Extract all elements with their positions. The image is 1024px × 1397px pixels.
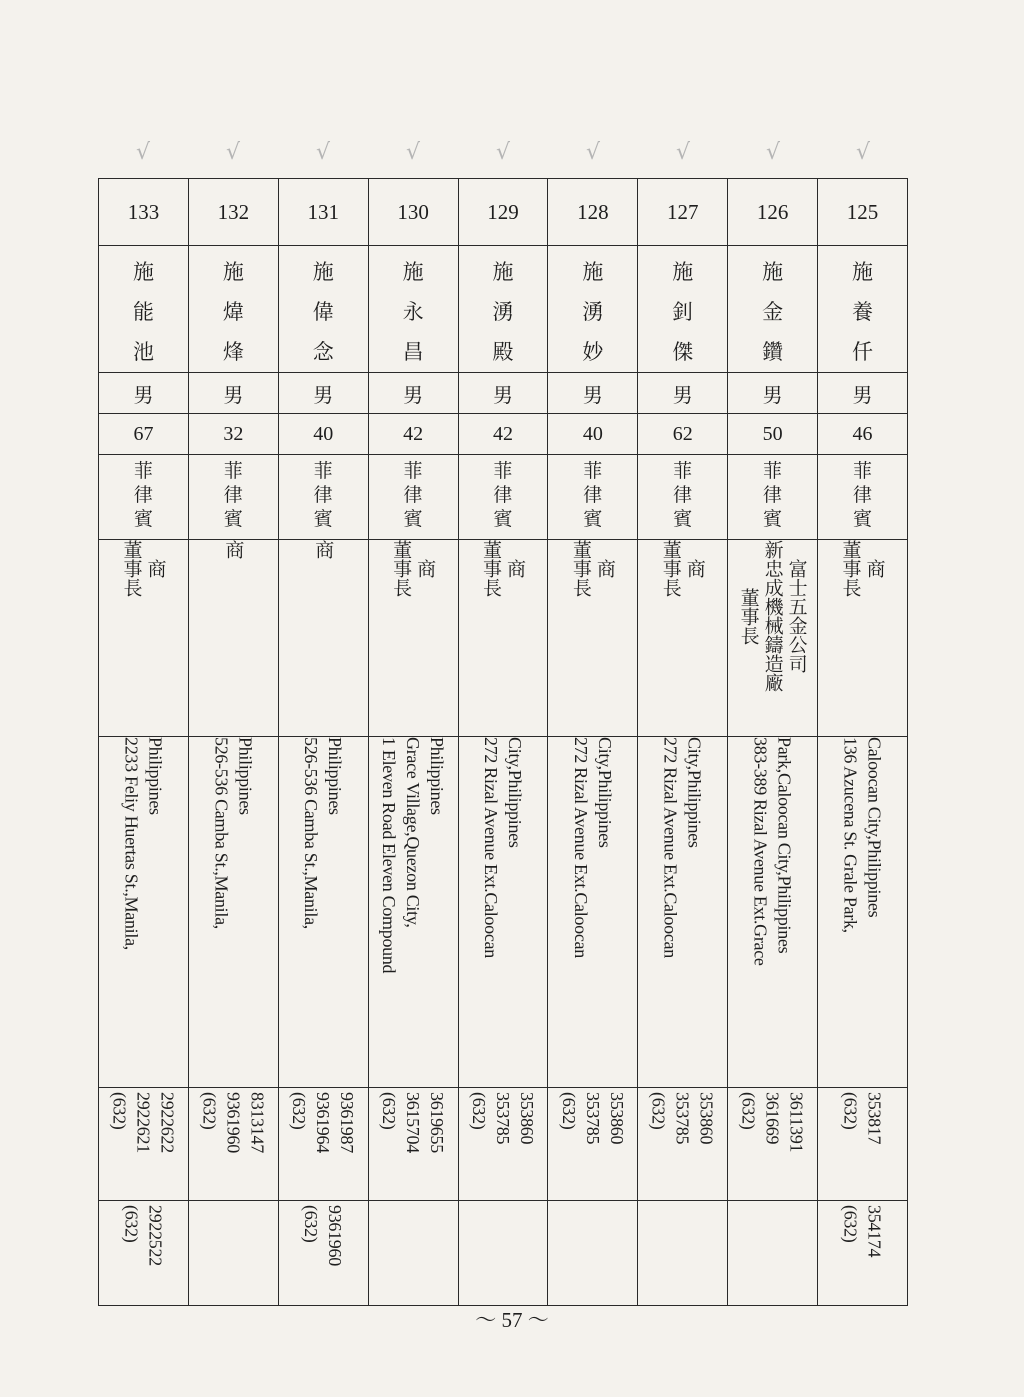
telephone-line: 353860: [516, 1092, 537, 1145]
occupation-lines: [279, 540, 368, 559]
telephone-line: (632): [648, 1092, 669, 1130]
telephone-line: (632): [738, 1092, 759, 1130]
nationality-stack: [818, 455, 907, 531]
telephone-line: 353817: [864, 1092, 885, 1145]
age-cell: [368, 414, 458, 455]
nationality-char: 律: [493, 484, 513, 506]
nationality-stack: [189, 455, 278, 531]
name-cell: [458, 246, 548, 373]
age-value: 40: [313, 422, 334, 445]
sex-value: 男: [313, 382, 334, 407]
name-char: 昌: [402, 340, 424, 364]
occupation-cell: [548, 540, 638, 737]
telephone-lines: [99, 1088, 188, 1153]
fax-line: (632): [121, 1205, 142, 1243]
nationality-stack: [99, 455, 188, 531]
fax-cell: [638, 1201, 728, 1306]
sex-cell: [278, 373, 368, 414]
name-char: 施: [762, 260, 784, 284]
fax-cell: [818, 1201, 908, 1306]
address-line: Philippines: [235, 737, 256, 815]
name-char: 烽: [222, 340, 244, 364]
address-line: 136 Azucena St. Grale Park,: [840, 737, 861, 933]
nationality-char: 菲: [223, 460, 243, 482]
occupation-line: 商: [414, 559, 437, 578]
row-id: [99, 179, 908, 246]
telephone-line: 361669: [762, 1092, 783, 1145]
telephone-lines: [638, 1088, 727, 1144]
name-cell: [368, 246, 458, 373]
age-cell: [728, 414, 818, 455]
sex-cell: [99, 373, 189, 414]
name-cell: [188, 246, 278, 373]
record-id: 128: [577, 199, 609, 224]
telephone-line: 353785: [582, 1092, 603, 1145]
sex-value: 男: [133, 382, 154, 407]
age-cell: [99, 414, 189, 455]
fax-cell: [548, 1201, 638, 1306]
age-cell: [548, 414, 638, 455]
telephone-line: 9361960: [223, 1092, 244, 1153]
address-line: 2233 Feliy Huertas St.,Manila,: [121, 737, 142, 950]
name-stack: [189, 246, 278, 372]
nationality-cell: [458, 455, 548, 540]
nationality-char: 菲: [583, 460, 603, 482]
occupation-line: 董事長: [737, 587, 760, 645]
name-char: 施: [672, 260, 694, 284]
fax-line: 2922522: [145, 1205, 166, 1266]
age-value: 42: [403, 422, 424, 445]
sex-value: 男: [223, 382, 244, 407]
telephone-lines: [369, 1088, 458, 1153]
sex-value: 男: [852, 382, 873, 407]
occupation-cell: [458, 540, 548, 737]
name-stack: [99, 246, 188, 372]
address-lines: [818, 737, 907, 933]
name-char: 湧: [582, 300, 604, 324]
address-line: Park,Caloocan City,Philippines: [774, 737, 795, 954]
name-stack: [369, 246, 458, 372]
age-cell: [188, 414, 278, 455]
record-id: 125: [846, 199, 879, 224]
age-cell: [818, 414, 908, 455]
record-id: 130: [397, 199, 429, 224]
address-cell: [278, 737, 368, 1088]
fax-lines: [189, 1201, 278, 1205]
age-cell: [638, 414, 728, 455]
occupation-line: 商: [144, 559, 167, 578]
sex-cell: [818, 373, 908, 414]
fax-lines: [459, 1201, 548, 1205]
nationality-cell: [548, 455, 638, 540]
nationality-char: 律: [852, 484, 872, 506]
sex-value: 男: [492, 382, 513, 407]
occupation-cell: [188, 540, 278, 737]
nationality-char: 賓: [313, 508, 333, 530]
telephone-line: (632): [558, 1092, 579, 1130]
nationality-char: 菲: [673, 460, 693, 482]
sex-value: 男: [672, 382, 693, 407]
address-cell: [818, 737, 908, 1088]
nationality-char: 律: [583, 484, 603, 506]
occupation-lines: [369, 540, 458, 597]
occupation-lines: [459, 540, 548, 597]
row-sex: [99, 373, 908, 414]
nationality-cell: [188, 455, 278, 540]
telephone-line: 9361987: [337, 1092, 358, 1153]
address-cell: [728, 737, 818, 1088]
nationality-char: 菲: [493, 460, 513, 482]
name-stack: [728, 246, 817, 372]
page-number: ～ 57 ～: [475, 1308, 549, 1332]
name-char: 能: [132, 300, 154, 324]
name-cell: [728, 246, 818, 373]
nationality-char: 賓: [493, 508, 513, 530]
nationality-cell: [99, 455, 189, 540]
nationality-cell: [638, 455, 728, 540]
name-stack: [638, 246, 727, 372]
address-line: City,Philippines: [504, 737, 525, 848]
telephone-line: 353785: [492, 1092, 513, 1145]
telephone-cell: [368, 1088, 458, 1201]
address-lines: [548, 737, 637, 958]
name-char: 偉: [312, 300, 334, 324]
nationality-stack: [638, 455, 727, 531]
name-stack: [818, 246, 907, 372]
record-id: 126: [756, 199, 789, 224]
record-id: 131: [307, 199, 339, 224]
telephone-line: 353860: [696, 1092, 717, 1145]
nationality-char: 賓: [763, 508, 783, 530]
occupation-lines: [189, 540, 278, 559]
row-nationality: [99, 455, 908, 540]
occupation-lines: [99, 540, 188, 597]
telephone-lines: [818, 1088, 907, 1144]
nationality-char: 賓: [852, 508, 872, 530]
record-id: 127: [666, 199, 699, 224]
telephone-line: 2922621: [133, 1092, 154, 1153]
row-name: [99, 246, 908, 373]
telephone-line: 2922622: [157, 1092, 178, 1153]
fax-cell: [188, 1201, 278, 1306]
telephone-line: 3619655: [427, 1092, 448, 1153]
nationality-char: 菲: [403, 460, 423, 482]
age-value: 46: [852, 422, 873, 445]
nationality-char: 賓: [223, 508, 243, 530]
telephone-cell: [278, 1088, 368, 1201]
record-id-cell: [368, 179, 458, 246]
sex-cell: [188, 373, 278, 414]
name-stack: [459, 246, 548, 372]
telephone-lines: [728, 1088, 817, 1152]
nationality-char: 律: [763, 484, 783, 506]
address-cell: [638, 737, 728, 1088]
name-stack: [279, 246, 368, 372]
occupation-cell: [728, 540, 818, 737]
record-id-cell: [548, 179, 638, 246]
record-id: 132: [217, 199, 250, 224]
occupation-lines: [728, 540, 817, 692]
sex-value: 男: [762, 382, 783, 407]
record-id-cell: [99, 179, 189, 246]
sex-cell: [638, 373, 728, 414]
age-value: 32: [223, 422, 244, 445]
fax-line: (632): [301, 1205, 322, 1243]
occupation-lines: [818, 540, 907, 597]
telephone-line: 353860: [606, 1092, 627, 1145]
telephone-lines: [548, 1088, 637, 1144]
nationality-char: 賓: [583, 508, 603, 530]
address-line: 272 Rizal Avenue Ext.Caloocan: [660, 737, 681, 958]
age-value: 40: [582, 422, 603, 445]
nationality-stack: [279, 455, 368, 531]
occupation-line: 商: [312, 540, 335, 559]
age-cell: [458, 414, 548, 455]
row-occupation: [99, 540, 908, 737]
nationality-char: 菲: [763, 460, 783, 482]
address-cell: [188, 737, 278, 1088]
record-id: 133: [127, 199, 160, 224]
sex-value: 男: [582, 382, 603, 407]
address-cell: [458, 737, 548, 1088]
record-id-cell: [638, 179, 728, 246]
nationality-stack: [548, 455, 637, 531]
address-lines: [99, 737, 188, 950]
nationality-char: 賓: [403, 508, 423, 530]
telephone-cell: [458, 1088, 548, 1201]
sex-cell: [368, 373, 458, 414]
fax-cell: [458, 1201, 548, 1306]
nationality-stack: [728, 455, 817, 531]
nationality-stack: [459, 455, 548, 531]
address-lines: [638, 737, 727, 958]
sex-value: 男: [403, 382, 424, 407]
telephone-line: 9361964: [313, 1092, 334, 1153]
telephone-lines: [189, 1088, 278, 1153]
name-char: 池: [132, 340, 154, 364]
occupation-cell: [278, 540, 368, 737]
age-value: 50: [762, 422, 783, 445]
fax-lines: [279, 1201, 368, 1266]
occupation-line: 富士五金公司: [785, 559, 808, 673]
name-char: 鑽: [762, 340, 784, 364]
telephone-line: 8313147: [247, 1092, 268, 1153]
row-telephone: [99, 1088, 908, 1201]
record-id-cell: [728, 179, 818, 246]
name-char: 施: [492, 260, 514, 284]
occupation-line: 董事長: [569, 540, 592, 597]
occupation-lines: [548, 540, 637, 597]
nationality-char: 賓: [133, 508, 153, 530]
telephone-cell: [728, 1088, 818, 1201]
address-lines: [728, 737, 817, 966]
address-line: 1 Eleven Road Eleven Compound: [379, 737, 400, 974]
telephone-line: (632): [109, 1092, 130, 1130]
nationality-stack: [369, 455, 458, 531]
telephone-line: (632): [379, 1092, 400, 1130]
occupation-line: 新忠成機械鑄造廠: [761, 540, 784, 692]
nationality-cell: [278, 455, 368, 540]
telephone-line: 353785: [672, 1092, 693, 1145]
name-char: 妙: [582, 340, 604, 364]
occupation-line: 商: [503, 559, 526, 578]
nationality-cell: [368, 455, 458, 540]
telephone-cell: [548, 1088, 638, 1201]
name-stack: [548, 246, 637, 372]
sex-cell: [548, 373, 638, 414]
age-value: 67: [133, 422, 154, 445]
name-char: 施: [852, 260, 873, 284]
occupation-cell: [368, 540, 458, 737]
sex-cell: [728, 373, 818, 414]
fax-cell: [368, 1201, 458, 1306]
address-line: City,Philippines: [684, 737, 705, 848]
name-cell: [548, 246, 638, 373]
address-lines: [189, 737, 278, 929]
name-char: 施: [582, 260, 604, 284]
nationality-char: 賓: [673, 508, 693, 530]
record-id-cell: [458, 179, 548, 246]
name-char: 湧: [492, 300, 514, 324]
nationality-char: 菲: [313, 460, 333, 482]
row-address: [99, 737, 908, 1088]
telephone-line: (632): [840, 1092, 861, 1130]
name-char: 念: [312, 340, 334, 364]
record-id: 129: [487, 199, 519, 224]
telephone-cell: [818, 1088, 908, 1201]
fax-lines: [369, 1201, 458, 1205]
fax-line: 354174: [864, 1205, 885, 1258]
telephone-lines: [279, 1088, 368, 1153]
nationality-char: 律: [313, 484, 333, 506]
address-line: Philippines: [325, 737, 346, 815]
nationality-cell: [818, 455, 908, 540]
address-line: 383-389 Rizal Avenue Ext.Grace: [750, 737, 771, 966]
age-cell: [278, 414, 368, 455]
nationality-char: 律: [673, 484, 693, 506]
fax-lines: [548, 1201, 637, 1205]
name-char: 施: [312, 260, 334, 284]
name-char: 施: [132, 260, 154, 284]
name-char: 金: [762, 300, 784, 324]
nationality-char: 律: [403, 484, 423, 506]
address-cell: [368, 737, 458, 1088]
age-value: 62: [672, 422, 693, 445]
occupation-line: 商: [222, 540, 245, 559]
occupation-line: 董事長: [839, 540, 862, 597]
fax-lines: [638, 1201, 727, 1205]
nationality-char: 律: [133, 484, 153, 506]
address-line: City,Philippines: [594, 737, 615, 848]
fax-lines: [818, 1201, 907, 1257]
name-cell: [99, 246, 189, 373]
fax-cell: [99, 1201, 189, 1306]
occupation-line: 董事長: [390, 540, 413, 597]
occupation-line: 董事長: [659, 540, 682, 597]
name-char: 仟: [852, 340, 873, 364]
nationality-char: 菲: [133, 460, 153, 482]
occupation-line: 董事長: [479, 540, 502, 597]
address-lines: [459, 737, 548, 958]
occupation-cell: [99, 540, 189, 737]
row-fax: [99, 1201, 908, 1306]
occupation-line: 商: [593, 559, 616, 578]
telephone-cell: [188, 1088, 278, 1201]
nationality-char: 律: [223, 484, 243, 506]
fax-lines: [728, 1201, 817, 1205]
occupation-lines: [638, 540, 727, 597]
sex-cell: [458, 373, 548, 414]
name-cell: [278, 246, 368, 373]
record-id-cell: [818, 179, 908, 246]
telephone-line: 3611391: [786, 1092, 807, 1153]
telephone-cell: [99, 1088, 189, 1201]
telephone-line: (632): [289, 1092, 310, 1130]
name-char: 永: [402, 300, 424, 324]
name-cell: [818, 246, 908, 373]
fax-line: (632): [840, 1205, 861, 1243]
address-line: Caloocan City,Philippines: [864, 737, 885, 918]
name-char: 殿: [492, 340, 514, 364]
address-line: Philippines: [145, 737, 166, 815]
occupation-line: 商: [863, 559, 886, 578]
fax-line: 9361960: [325, 1205, 346, 1266]
telephone-line: (632): [468, 1092, 489, 1130]
row-age: [99, 414, 908, 455]
fax-cell: [278, 1201, 368, 1306]
record-id-cell: [188, 179, 278, 246]
address-line: 526-536 Camba St.,Manila,: [211, 737, 232, 929]
occupation-cell: [818, 540, 908, 737]
name-char: 傑: [672, 340, 694, 364]
roster-table: [98, 178, 908, 1306]
address-cell: [99, 737, 189, 1088]
address-line: Philippines: [427, 737, 448, 815]
address-lines: [369, 737, 458, 973]
address-line: 526-536 Camba St.,Manila,: [301, 737, 322, 929]
address-line: Grace Village,Quezon City,: [403, 737, 424, 928]
telephone-lines: [459, 1088, 548, 1144]
fax-cell: [728, 1201, 818, 1306]
name-cell: [638, 246, 728, 373]
record-id-cell: [278, 179, 368, 246]
nationality-cell: [728, 455, 818, 540]
check-marks: √ √ √ √ √ √ √ √ √: [135, 140, 871, 165]
nationality-char: 菲: [852, 460, 872, 482]
telephone-cell: [638, 1088, 728, 1201]
address-cell: [548, 737, 638, 1088]
name-char: 煒: [222, 300, 244, 324]
address-line: 272 Rizal Avenue Ext.Caloocan: [570, 737, 591, 958]
name-char: 施: [402, 260, 424, 284]
telephone-line: (632): [199, 1092, 220, 1130]
fax-lines: [99, 1201, 188, 1266]
address-line: 272 Rizal Avenue Ext.Caloocan: [480, 737, 501, 958]
age-value: 42: [492, 422, 513, 445]
name-char: 釗: [672, 300, 694, 324]
address-lines: [279, 737, 368, 929]
name-char: 養: [852, 300, 873, 324]
occupation-line: 董事長: [120, 540, 143, 597]
name-char: 施: [222, 260, 244, 284]
occupation-cell: [638, 540, 728, 737]
telephone-line: 3615704: [403, 1092, 424, 1153]
occupation-line: 商: [683, 559, 706, 578]
